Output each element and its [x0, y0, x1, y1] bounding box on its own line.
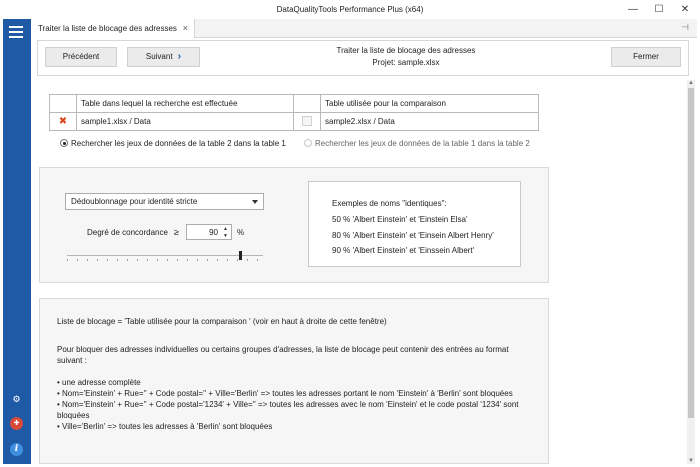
concordance-slider[interactable] [67, 251, 263, 263]
info-icon[interactable]: i [10, 443, 23, 456]
info-bullet-3-cont: bloquées [57, 411, 90, 420]
concordance-value[interactable]: 90 [209, 228, 218, 237]
examples-box [308, 181, 521, 267]
stepper-down-icon[interactable]: ▼ [223, 233, 228, 239]
tables-grid [49, 94, 539, 131]
info-definition: Liste de blocage = 'Table utilisée pour la comparaison ' (voir en haut à droite de cette fenêtre) [57, 317, 387, 326]
close-window-button[interactable] [672, 2, 698, 17]
info-bullet-2: • Nom='Einstein' + Rue='' + Code postal='' + Ville='Berlin' => toutes les adresses portant le nom 'Einstein' à 'Berlin' sont bloquées [57, 389, 513, 398]
pin-icon[interactable]: ⊣ [681, 22, 689, 32]
remove-table-icon[interactable]: ✖ [50, 113, 77, 131]
previous-button[interactable] [45, 47, 117, 67]
tab-close-icon[interactable]: × [182, 23, 188, 33]
hamburger-menu-icon[interactable] [9, 26, 23, 38]
gear-icon[interactable]: ⚙ [12, 394, 21, 404]
radio-option2-label: Rechercher les jeux de données de la table 1 dans la table 2 [315, 139, 530, 148]
info-bullet-1: • une adresse complète [57, 378, 141, 387]
close-button[interactable] [611, 47, 681, 67]
tab-bar [31, 19, 697, 38]
tab-label: Traiter la liste de blocage des adresses [38, 24, 177, 33]
radio-option1-label: Rechercher les jeux de données de la table 2 dans la table 1 [71, 139, 286, 148]
example-row-50: 50 % 'Albert Einstein' et 'Einstein Elsa' [332, 215, 468, 224]
maximize-button[interactable] [646, 2, 672, 17]
info-intro-cont: suivant : [57, 356, 87, 365]
examples-title: Exemples de noms "identiques": [332, 199, 447, 208]
close-icon: ✕ [680, 4, 690, 15]
concordance-stepper[interactable] [186, 224, 232, 240]
table-header-row [50, 95, 539, 113]
example-row-80: 80 % 'Albert Einstein' et 'Einsein Albert Henry' [332, 231, 494, 240]
vertical-scrollbar[interactable] [687, 80, 695, 464]
close-button-label: Fermer [633, 52, 659, 61]
radio-search-1-in-2[interactable] [304, 139, 530, 148]
header-compare-table: Table utilisée pour la comparaison [321, 95, 539, 113]
example-row-90: 90 % 'Albert Einstein' et 'Einssein Albert' [332, 246, 475, 255]
sidebar [3, 19, 31, 464]
previous-button-label: Précédent [62, 52, 100, 61]
slider-handle[interactable] [239, 251, 242, 260]
radio-search-2-in-1[interactable] [60, 139, 286, 148]
page-title-project: Projet: sample.xlsx [372, 58, 440, 67]
table-row [50, 113, 539, 131]
percent-unit: % [237, 228, 245, 237]
page-title [288, 45, 524, 69]
minimize-button[interactable] [620, 2, 646, 17]
compare-table-checkbox[interactable] [302, 116, 312, 126]
radio-unselected-icon [304, 139, 312, 147]
page-title-line1: Traiter la liste de blocage des adresses [336, 46, 476, 55]
compare-table-value[interactable]: sample2.xlsx / Data [321, 113, 539, 131]
concordance-label: Degré de concordance [87, 228, 168, 237]
help-lifebuoy-icon[interactable]: ✚ [10, 417, 23, 430]
minimize-icon: — [628, 4, 638, 15]
info-bullet-3: • Nom='Einstein' + Rue='' + Code postal='1234' + Ville='' => toutes les adresses avec le nom 'Einstein' et le code postal '1234' sont [57, 400, 519, 409]
chevron-right-icon: › [177, 51, 182, 62]
scroll-down-icon[interactable]: ▼ [688, 458, 694, 464]
greater-equal-symbol: ≥ [174, 227, 179, 237]
window-titlebar [0, 0, 700, 19]
dedup-mode-select[interactable] [65, 193, 264, 210]
toolbar [37, 40, 689, 76]
window-title: DataQualityTools Performance Plus (x64) [276, 5, 424, 14]
search-table-value[interactable]: sample1.xlsx / Data [77, 113, 294, 131]
info-bullet-4: • Ville='Berlin' => toutes les adresses à 'Berlin' sont bloquées [57, 422, 273, 431]
next-button[interactable] [127, 47, 200, 67]
chevron-down-icon [252, 200, 258, 204]
scrollbar-thumb[interactable] [688, 88, 694, 418]
info-intro: Pour bloquer des adresses individuelles ou certains groupes d'adresses, la liste de blocage peut contenir des entrées au format [57, 345, 509, 354]
tab-blocklist[interactable] [31, 19, 195, 38]
scroll-up-icon[interactable]: ▲ [688, 80, 694, 86]
header-search-table: Table dans lequel la recherche est effectuée [77, 95, 294, 113]
stepper-up-icon[interactable]: ▲ [223, 226, 228, 232]
maximize-icon: ☐ [654, 4, 664, 15]
next-button-label: Suivant [145, 52, 173, 61]
dedup-mode-value: Dédoublonnage pour identité stricte [71, 197, 198, 206]
radio-selected-icon [60, 139, 68, 147]
